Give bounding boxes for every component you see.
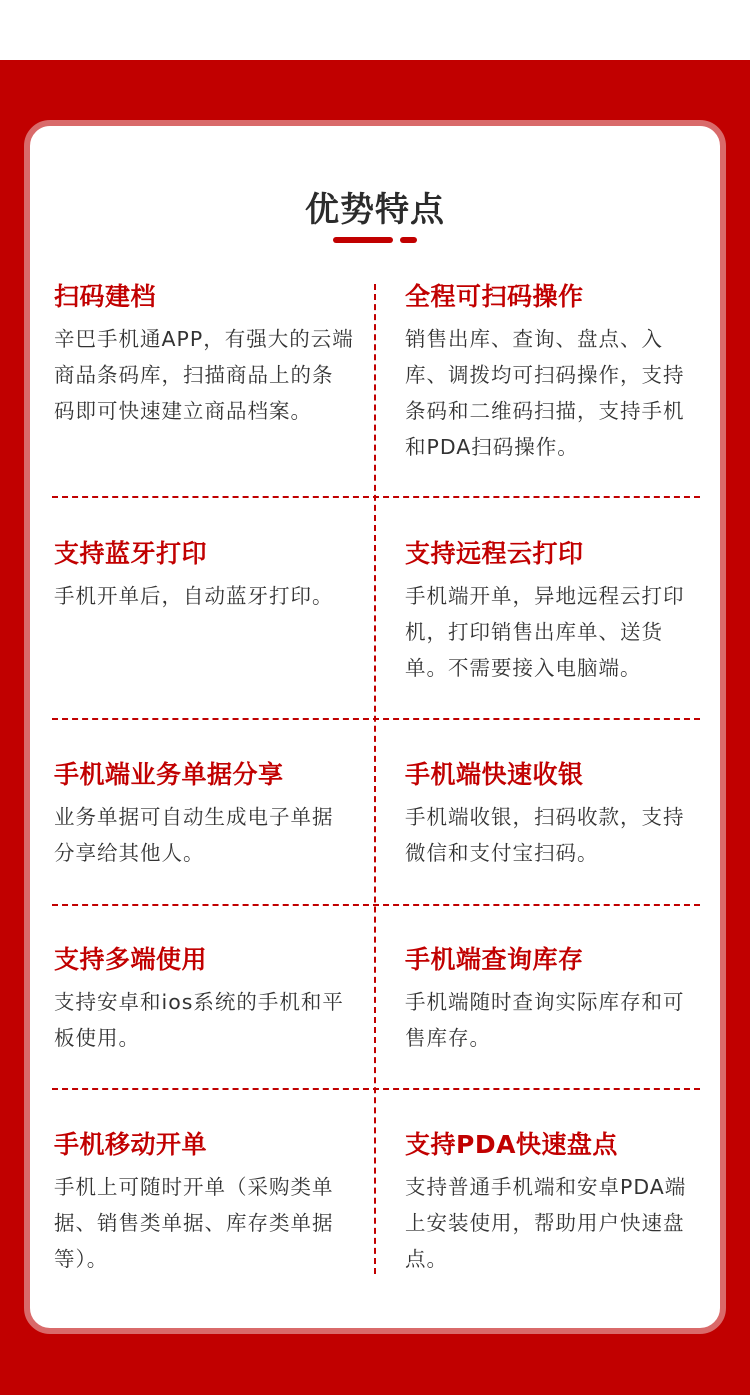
feature-title: 支持远程云打印 — [405, 539, 584, 568]
feature-item — [54, 942, 354, 1056]
feature-item — [54, 1127, 354, 1277]
feature-item — [405, 942, 705, 1056]
feature-title: 全程可扫码操作 — [405, 282, 584, 311]
feature-description: 手机开单后，自动蓝牙打印。 — [54, 584, 334, 608]
feature-item — [405, 1127, 705, 1277]
row-divider — [52, 904, 700, 906]
feature-item — [405, 536, 705, 686]
section-title: 优势特点 — [305, 190, 445, 230]
feature-title: 手机端快速收银 — [405, 760, 584, 789]
feature-item — [405, 757, 705, 871]
feature-title: 手机端业务单据分享 — [54, 760, 284, 789]
feature-description: 销售出库、查询、盘点、入库、调拨均可扫码操作，支持条码和二维码扫描，支持手机和PDA扫码操作。 — [405, 327, 685, 459]
feature-title: 支持蓝牙打印 — [54, 539, 208, 568]
feature-item — [54, 757, 354, 871]
feature-title: 支持多端使用 — [54, 945, 208, 974]
feature-description: 支持普通手机端和安卓PDA端上安装使用，帮助用户快速盘点。 — [405, 1175, 687, 1271]
column-divider — [374, 284, 376, 1274]
feature-title: 扫码建档 — [54, 282, 157, 311]
feature-description: 手机端收银，扫码收款，支持微信和支付宝扫码。 — [405, 805, 685, 865]
feature-item — [405, 279, 705, 465]
feature-title: 手机移动开单 — [54, 1130, 208, 1159]
row-divider — [52, 718, 700, 720]
feature-description: 支持安卓和ios系统的手机和平板使用。 — [54, 990, 344, 1050]
feature-description: 手机上可随时开单（采购类单据、销售类单据、库存类单据等）。 — [54, 1175, 334, 1271]
feature-description: 手机端随时查询实际库存和可售库存。 — [405, 990, 685, 1050]
title-underline-short — [400, 237, 417, 243]
row-divider — [52, 496, 700, 498]
feature-description: 手机端开单，异地远程云打印机，打印销售出库单、送货单。不需要接入电脑端。 — [405, 584, 685, 680]
title-underline-long — [333, 237, 393, 243]
feature-title: 支持PDA快速盘点 — [405, 1130, 618, 1159]
row-divider — [52, 1088, 700, 1090]
feature-description: 辛巴手机通APP，有强大的云端商品条码库，扫描商品上的条码即可快速建立商品档案。 — [54, 327, 354, 423]
feature-description: 业务单据可自动生成电子单据分享给其他人。 — [54, 805, 334, 865]
feature-title: 手机端查询库存 — [405, 945, 584, 974]
feature-item — [54, 536, 354, 614]
feature-item — [54, 279, 354, 429]
